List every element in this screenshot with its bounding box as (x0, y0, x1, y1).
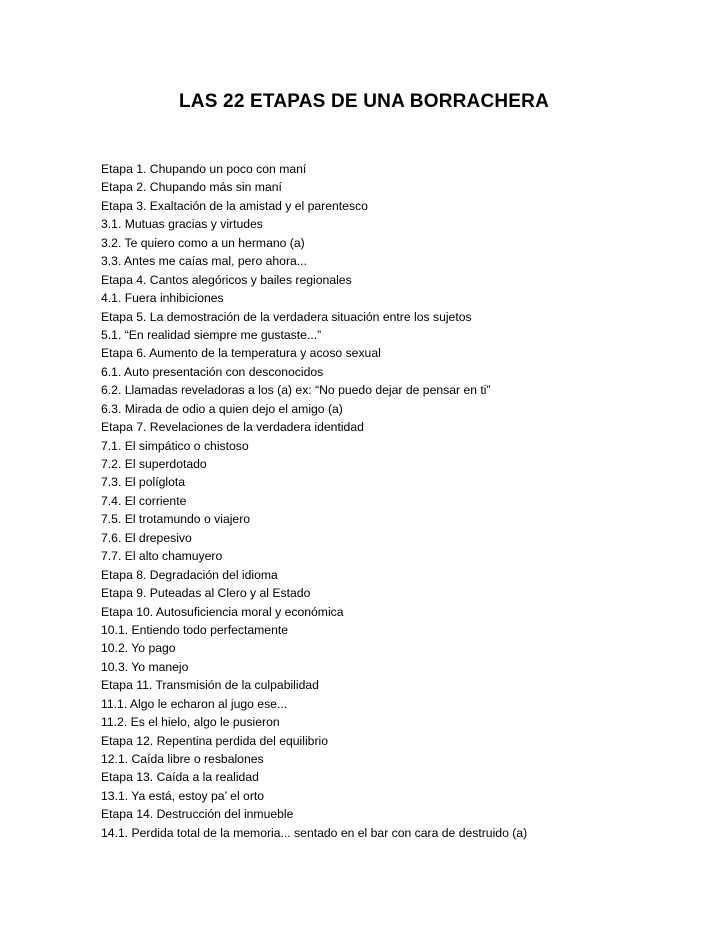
stage-line: 14.1. Perdida total de la memoria... sentado en el bar con cara de destruido (a) (101, 825, 528, 840)
stage-line: Etapa 2. Chupando más sin maní (101, 180, 282, 195)
stage-line: 7.2. El superdotado (101, 457, 207, 471)
stage-line: Etapa 9. Puteadas al Clero y al Estado (101, 586, 311, 601)
stage-line: 10.3. Yo manejo (101, 659, 189, 674)
stage-line: Etapa 3. Exaltación de la amistad y el parentesco (101, 198, 368, 213)
stage-line: 13.1. Ya está, estoy pa’ el orto (101, 788, 265, 803)
stage-line: 6.2. Llamadas reveladoras a los (a) ex: “No puedo dejar de pensar en ti” (101, 383, 491, 398)
document-title: LAS 22 ETAPAS DE UNA BORRACHERA (178, 91, 550, 112)
stage-line: 3.1. Mutuas gracias y virtudes (101, 217, 263, 232)
stage-line: 7.6. El drepesivo (101, 530, 192, 545)
stage-line: 11.1. Algo le echaron al jugo ese... (101, 696, 288, 711)
stage-line: Etapa 4. Cantos alegóricos y bailes regionales (101, 272, 352, 287)
stage-line: 7.5. El trotamundo o viajero (101, 512, 251, 527)
stage-line: 10.2. Yo pago (101, 641, 176, 656)
stage-line: 6.1. Auto presentación con desconocidos (101, 364, 324, 379)
stage-line: 7.3. El políglota (101, 475, 186, 490)
stage-line: Etapa 12. Repentina perdida del equilibrio (101, 733, 328, 748)
stage-line: Etapa 10. Autosuficiencia moral y económica (101, 604, 344, 619)
stage-line: 7.7. El alto chamuyero (101, 549, 223, 564)
stage-line: 4.1. Fuera inhibiciones (101, 291, 224, 306)
stage-line: Etapa 11. Transmisión de la culpabilidad (101, 678, 319, 693)
stage-line: 12.1. Caída libre o resbalones (101, 752, 264, 766)
stage-line: Etapa 5. La demostración de la verdadera situación entre los sujetos (101, 309, 472, 324)
stage-line: 6.3. Mirada de odio a quien dejo el amigo (a) (101, 401, 343, 416)
stage-line: 10.1. Entiendo todo perfectamente (101, 622, 289, 637)
stage-line: Etapa 6. Aumento de la temperatura y acoso sexual (101, 346, 381, 361)
stage-line: 11.2. Es el hielo, algo le pusieron (101, 715, 280, 730)
stage-line: Etapa 7. Revelaciones de la verdadera identidad (101, 420, 364, 435)
stage-line: 7.1. El simpático o chistoso (101, 438, 249, 453)
stage-line: 7.4. El corriente (101, 493, 187, 508)
stage-line: 3.2. Te quiero como a un hermano (a) (101, 235, 305, 250)
stage-line: 3.3. Antes me caías mal, pero ahora... (101, 254, 307, 269)
stage-list (101, 160, 527, 842)
stage-line: 5.1. “En realidad siempre me gustaste...” (101, 327, 322, 342)
stage-line: Etapa 8. Degradación del idioma (101, 567, 278, 582)
stage-line: Etapa 13. Caída a la realidad (101, 770, 259, 785)
stage-line: Etapa 1. Chupando un poco con maní (101, 162, 307, 176)
stage-line: Etapa 14. Destrucción del inmueble (101, 807, 294, 822)
